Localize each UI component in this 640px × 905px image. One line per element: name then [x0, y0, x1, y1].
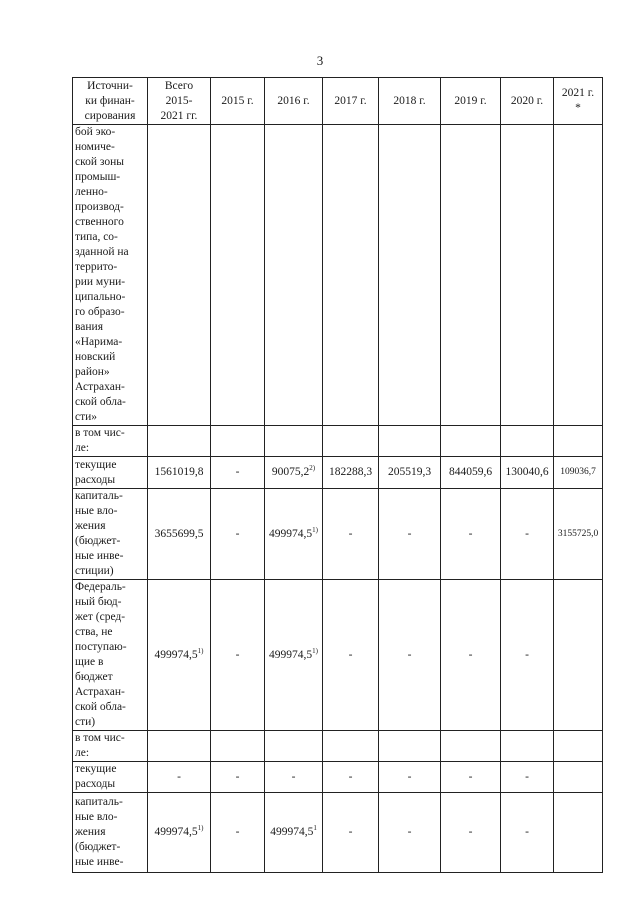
including-row: [73, 426, 603, 457]
cell-2017: [323, 731, 379, 762]
cell-value: 205519,3: [387, 466, 432, 478]
header-2021: 2021 г. *: [554, 78, 603, 125]
cell-total: [148, 580, 211, 731]
cell-value: -: [235, 466, 240, 478]
cell-2021: [554, 762, 603, 793]
cell-value: -: [177, 770, 181, 783]
cell-2020: [501, 580, 554, 731]
cell-2016: [265, 731, 323, 762]
cell-2019: [441, 793, 501, 873]
cell-value: 182288,3: [328, 466, 373, 478]
cell-value: -: [348, 527, 353, 540]
cell-2017: [323, 125, 379, 426]
cell-2015: [211, 731, 265, 762]
capital-investments-row: [73, 793, 603, 873]
cell-2020: [501, 125, 554, 426]
header-2019: 2019 г.: [441, 78, 501, 125]
cell-2017: [323, 489, 379, 580]
including-row: [73, 731, 603, 762]
cell-value: 844059,6: [448, 466, 493, 478]
cell-2017: [323, 762, 379, 793]
cell-2015: [211, 489, 265, 580]
cell-value: 109036,7: [560, 467, 596, 477]
cell-value: -: [525, 826, 529, 838]
row-label: Федераль- ный бюд- жет (сред- ства, не поступаю- щие в бюджет Астрахан- ской обла- сти): [73, 580, 148, 731]
cell-2020: [501, 457, 554, 489]
cell-2018: [379, 793, 441, 873]
cell-2019: [441, 731, 501, 762]
header-2015: 2015 г.: [211, 78, 265, 125]
header-2020: 2020 г.: [501, 78, 554, 125]
cell-2018: [379, 489, 441, 580]
cell-value: -: [291, 770, 296, 783]
cell-2020: [501, 731, 554, 762]
row-label: капиталь- ные вло- жения (бюджет- ные инве- стиции): [73, 489, 148, 580]
header-2016: 2016 г.: [265, 78, 323, 125]
cell-2017: [323, 457, 379, 489]
cell-2015: [211, 426, 265, 457]
row-label: капиталь- ные вло- жения (бюджет- ные инве-: [73, 793, 148, 873]
cell-value: -: [235, 527, 240, 540]
cell-value: 90075,2: [271, 466, 310, 478]
cell-2018: [379, 762, 441, 793]
cell-2021: [554, 793, 603, 873]
footnote-marker: 1): [312, 525, 318, 534]
cell-2019: [441, 489, 501, 580]
cell-total: [148, 793, 211, 873]
cell-value: 3655699,5: [154, 527, 204, 540]
cell-2015: [211, 762, 265, 793]
cell-value: -: [525, 770, 529, 783]
cell-2021: [554, 489, 603, 580]
page-number: 3: [316, 53, 324, 68]
capital-investments-row: [73, 489, 603, 580]
cell-value: -: [468, 770, 473, 783]
cell-2015: [211, 125, 265, 426]
cell-value: -: [525, 648, 529, 661]
cell-2015: [211, 457, 265, 489]
cell-2018: [379, 426, 441, 457]
federal-budget-row: [73, 580, 603, 731]
cell-total: [148, 489, 211, 580]
cell-total: [148, 731, 211, 762]
row-label: в том чис- ле:: [73, 731, 148, 762]
cell-value: -: [407, 648, 412, 661]
footnote-marker: 1): [197, 646, 204, 655]
cell-2021: [554, 457, 603, 489]
header-2017: 2017 г.: [323, 78, 379, 125]
cell-value: 499974,5: [154, 648, 198, 661]
cell-value: -: [348, 648, 353, 661]
cell-value: 499974,5: [154, 826, 198, 838]
cell-2020: [501, 762, 554, 793]
cell-2017: [323, 793, 379, 873]
current-expenses-row: [73, 762, 603, 793]
cell-2019: [441, 426, 501, 457]
cell-2021: [554, 580, 603, 731]
cell-2020: [501, 426, 554, 457]
financing-table: [72, 77, 603, 873]
cell-2015: [211, 580, 265, 731]
cell-2018: [379, 580, 441, 731]
cell-2016: [265, 125, 323, 426]
current-expenses-row: [73, 457, 603, 489]
cell-value: 1561019,8: [154, 466, 204, 478]
cell-value: -: [348, 770, 353, 783]
cell-2017: [323, 580, 379, 731]
header-total: Всего 2015- 2021 гг.: [148, 78, 211, 125]
cell-2020: [501, 489, 554, 580]
footnote-marker: 1: [313, 824, 317, 833]
table-body: [73, 125, 603, 873]
cell-value: -: [407, 770, 412, 783]
cell-2016: [265, 457, 323, 489]
cell-2021: [554, 731, 603, 762]
cell-2020: [501, 793, 554, 873]
header-row: [73, 78, 603, 125]
cell-value: 3155725,0: [557, 528, 599, 539]
row-label: в том чис- ле:: [73, 426, 148, 457]
cell-value: 499974,5: [269, 527, 313, 540]
cell-value: 130040,6: [505, 466, 549, 478]
cell-value: -: [235, 770, 240, 783]
cell-2016: [265, 793, 323, 873]
footnote-marker: 1): [197, 824, 204, 833]
cell-2019: [441, 762, 501, 793]
cell-2021: [554, 426, 603, 457]
cell-2018: [379, 125, 441, 426]
cell-total: [148, 426, 211, 457]
cell-2016: [265, 762, 323, 793]
header-2018: 2018 г.: [379, 78, 441, 125]
cell-total: [148, 457, 211, 489]
cell-value: 499974,5: [270, 826, 314, 838]
cell-2017: [323, 426, 379, 457]
cell-2016: [265, 489, 323, 580]
footnote-marker: 1): [312, 646, 318, 655]
cell-2016: [265, 426, 323, 457]
header-source: Источни- ки финан- сирования: [73, 78, 148, 125]
cell-value: -: [348, 826, 353, 838]
cell-value: -: [407, 826, 412, 838]
cell-2016: [265, 580, 323, 731]
cell-value: -: [468, 648, 473, 661]
cell-value: 499974,5: [269, 648, 313, 661]
cell-2019: [441, 580, 501, 731]
cell-value: -: [407, 527, 412, 540]
footnote-marker: 2): [309, 464, 316, 473]
cell-total: [148, 125, 211, 426]
cell-value: -: [235, 648, 240, 661]
cell-2018: [379, 457, 441, 489]
row-label: бой эко- номиче- ской зоны промыш- ленно- производ- ственного типа, со- зданной на террито- рии муни- ципально- го образо- вания «Нарима- новский район» Астрахан- ской обла- сти»: [73, 125, 148, 426]
cell-value: -: [525, 527, 529, 540]
cell-2019: [441, 457, 501, 489]
row-label: текущие расходы: [73, 762, 148, 793]
continuation-row: [73, 125, 603, 426]
cell-2019: [441, 125, 501, 426]
cell-value: -: [235, 826, 240, 838]
row-label: текущие расходы: [73, 457, 148, 489]
cell-total: [148, 762, 211, 793]
cell-2018: [379, 731, 441, 762]
cell-value: -: [468, 527, 473, 540]
cell-2015: [211, 793, 265, 873]
cell-2021: [554, 125, 603, 426]
cell-value: -: [468, 826, 473, 838]
